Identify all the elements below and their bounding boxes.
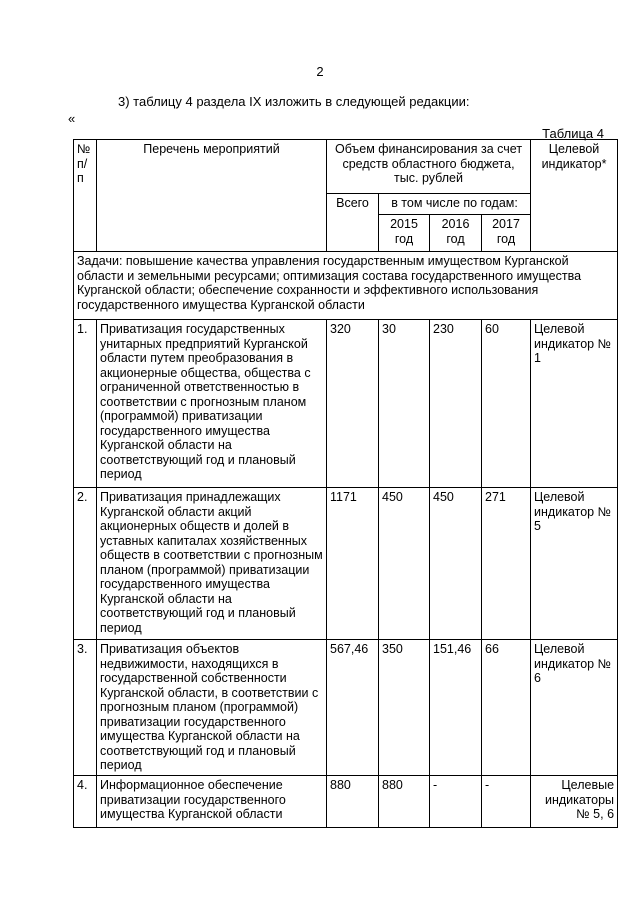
row-indicator: Целевые индикаторы № 5, 6 [531, 776, 618, 828]
row-num: 1. [74, 320, 97, 488]
row-total: 567,46 [327, 640, 379, 776]
row-2017: 271 [482, 488, 531, 640]
table-row [74, 488, 618, 640]
row-2015: 450 [379, 488, 430, 640]
row-text: Приватизация объектов недвижимости, находящихся в государственной собственности Курганской области, в соответствии с прогнозным планом (программой) приватизации государственного имущества Курганской области на соответствующий год и плановый период [97, 640, 327, 776]
table-caption: Таблица 4 [542, 126, 604, 141]
header-list: Перечень мероприятий [97, 140, 327, 252]
row-2017: - [482, 776, 531, 828]
row-2017: 60 [482, 320, 531, 488]
table-row [74, 776, 618, 828]
row-text: Информационное обеспечение приватизации государственного имущества Курганской области [97, 776, 327, 828]
page-number: 2 [316, 64, 324, 79]
row-2015: 880 [379, 776, 430, 828]
row-text: Приватизация государственных унитарных предприятий Курганской области путем преобразования в акционерные общества, общества с ограниченной ответственностью в соответствии с прогнозным планом (программой) приватизации государственного имущества Курганской области на соответствующий год и плановый период [97, 320, 327, 488]
row-2016: 450 [430, 488, 482, 640]
row-num: 4. [74, 776, 97, 828]
row-indicator: Целевой индикатор № 5 [531, 488, 618, 640]
tasks-row: Задачи: повышение качества управления государственным имуществом Курганской области и земельными ресурсами; оптимизация состава государственного имущества Курганской области; обеспечение сохранности и эффективного использования государственного имущества Курганской области [74, 252, 618, 320]
header-year-2017: 2017 год [482, 215, 531, 252]
opening-quote: « [68, 111, 76, 126]
row-total: 1171 [327, 488, 379, 640]
row-indicator: Целевой индикатор № 1 [531, 320, 618, 488]
row-total: 880 [327, 776, 379, 828]
row-indicator: Целевой индикатор № 6 [531, 640, 618, 776]
intro-text: 3) таблицу 4 раздела IX изложить в следующей редакции: [118, 94, 470, 109]
program-table [73, 139, 618, 828]
table-row [74, 640, 618, 776]
row-2016: 230 [430, 320, 482, 488]
row-num: 3. [74, 640, 97, 776]
row-2016: 151,46 [430, 640, 482, 776]
row-num: 2. [74, 488, 97, 640]
table-row [74, 320, 618, 488]
header-year-2015: 2015 год [379, 215, 430, 252]
header-indicator: Целевой индикатор* [531, 140, 618, 252]
row-2015: 30 [379, 320, 430, 488]
row-text: Приватизация принадлежащих Курганской области акций акционерных обществ и долей в уставных капиталах хозяйственных обществ в соответствии с прогнозным планом (программой) приватизации государственного имущества Курганской области на соответствующий год и плановый период [97, 488, 327, 640]
row-2017: 66 [482, 640, 531, 776]
row-2015: 350 [379, 640, 430, 776]
header-total: Всего [327, 194, 379, 252]
header-by-years: в том числе по годам: [379, 194, 531, 215]
row-2016: - [430, 776, 482, 828]
header-year-2016: 2016 год [430, 215, 482, 252]
row-total: 320 [327, 320, 379, 488]
header-num: № п/п [74, 140, 97, 252]
header-funding: Объем финансирования за счет средств областного бюджета, тыс. рублей [327, 140, 531, 194]
